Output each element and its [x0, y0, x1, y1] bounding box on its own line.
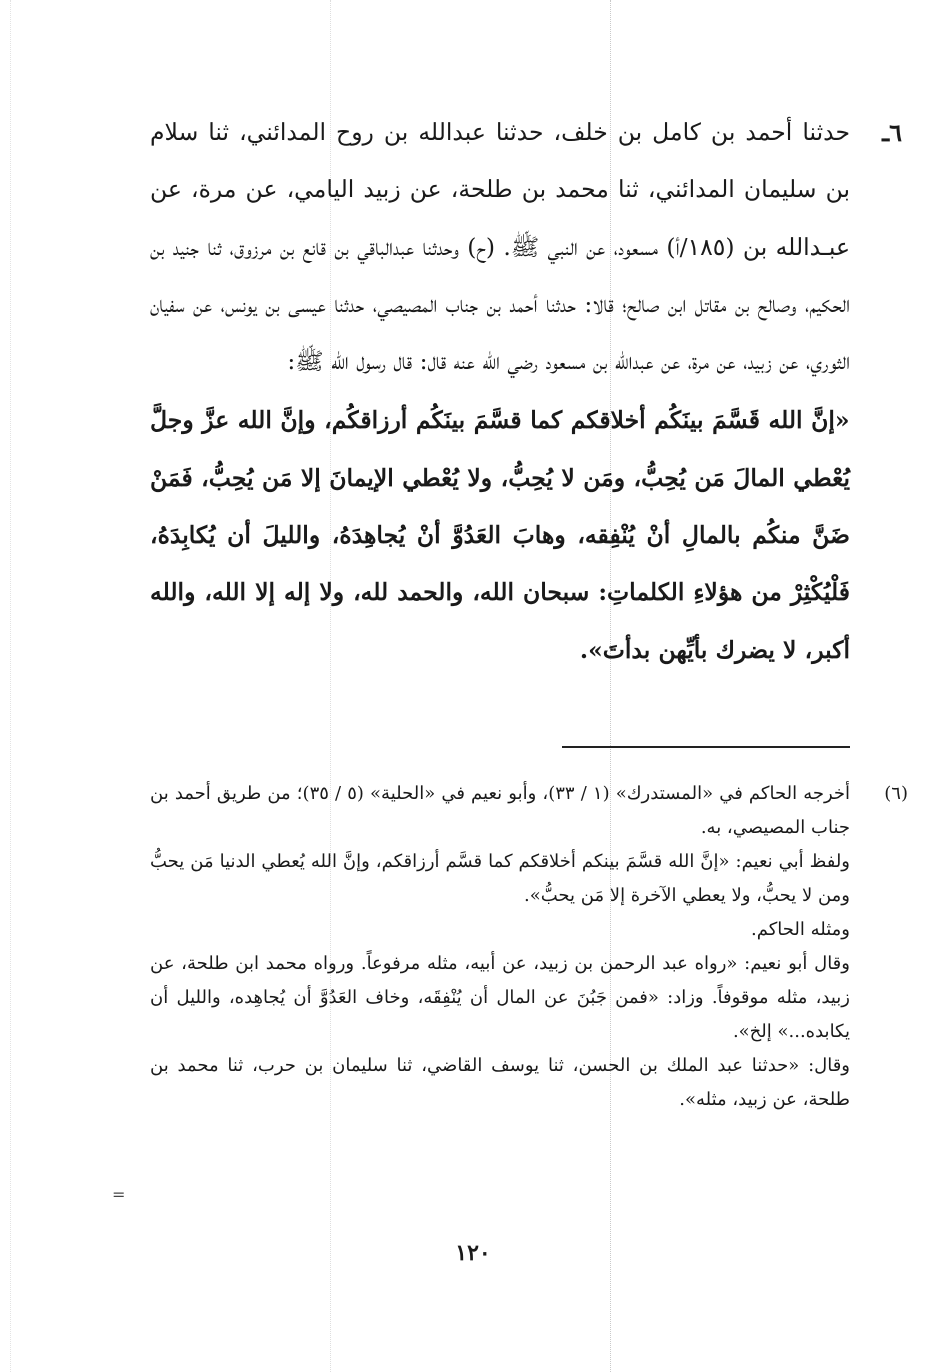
text-line: رضي الله عنه قال: قال رسول الله ﷺ: — [287, 347, 538, 376]
text-line: مرة، عن عبـدالله بن (١٨٥/أ) مسعود، عن النبي ﷺ. (ح) وحدثنا — [150, 175, 850, 261]
text-line: عبدالباقي بن قانع بن مرزوق، ثنا جنيد بن الحكيم، وصالح بن مقاتل — [150, 232, 851, 318]
text-line: ابن طلحة، عن زبيد، مثله موقوفاً. وزاد: «فمن جَبُنَ عن المال أن يُنْفِقَه، وخاف — [150, 953, 851, 1008]
footnote-paragraph — [150, 777, 850, 845]
footnotes-block — [150, 777, 908, 1117]
footnote-divider — [562, 746, 850, 748]
text-line: الدنيا مَن يحبُّ ومن لا يحبُّ، ولا يعطي الآخرة إلا مَن يحبُّ». — [150, 851, 850, 906]
text-line: يُكابِدَهُ، فَلْيُكْثِرْ من هؤلاءِ الكلماتِ: سبحان الله، والحمد لله، ولا إله — [150, 521, 850, 607]
footnote-number: (٦) — [884, 783, 908, 804]
isnad-paragraph — [150, 104, 850, 390]
text-line: يونس، عن سفيان الثوري، عن زبيد، عن مرة، عن عبدالله بن مسعود — [150, 289, 850, 376]
margin-mark: = — [112, 1185, 126, 1204]
text-line: حدثنا أحمد بن كامل بن خلف، حدثنا عبدالله بن روح المدائني، ثنا — [198, 118, 850, 146]
entry-number: ٦ـ — [882, 118, 902, 147]
footnote-paragraph — [150, 1049, 850, 1117]
hadith-matn-paragraph — [150, 392, 850, 678]
footnote-paragraph — [150, 947, 850, 1049]
text-line: ابن صالح؛ قالا: حدثنا أحمد بن جناب المصيصي، حدثنا عيسى بن — [256, 289, 687, 318]
main-text-block — [150, 104, 902, 679]
text-line: وقال: «حدثنا عبد الملك بن الحسن، ثنا يوسف القاضي، ثنا سليمان بن حرب، — [243, 1055, 851, 1076]
footnote-paragraph — [150, 845, 850, 913]
text-line: ومثله الحاكم. — [751, 919, 850, 940]
scan-guide-line — [10, 0, 11, 1372]
text-line: من طريق أحمد بن جناب المصيصي، به. — [150, 783, 850, 838]
text-line: ولفظ أبي نعيم: «إنَّ الله قسَّمَ بينكم أخلاقكم كما قسَّم أرزاقكم، وإنَّ الله يُعطي — [255, 851, 850, 872]
text-line: أخرجه الحاكم في «المستدرك» (١ / ٣٣)، وأبو نعيم في «الحلية» (٥ / ٣٥)؛ — [290, 783, 851, 804]
text-line: سلام بن سليمان المدائني، ثنا محمد بن طلحة، عن زبيد اليامي، عن — [150, 118, 850, 204]
text-line: العَدُوَّ أن يُجاهِده، والليل أن يكابده...» إلخ». — [150, 987, 850, 1042]
footnote-paragraph — [150, 913, 850, 947]
text-line: «إنَّ الله قَسَّمَ بينَكُم أخلاقكم كما قسَّمَ بينَكُم أرزاقكُم، وإنَّ الله عزَّ وجلَّ — [150, 406, 850, 435]
text-line: ثنا محمد بن طلحة، عن زبيد، مثله». — [150, 1055, 850, 1110]
text-line: إلا الله، والله أكبر، لا يضرك بأيِّهن بدأتَ». — [150, 578, 850, 664]
text-line: يُعْطي المالَ مَن يُحِبُّ، ومَن لا يُحِبُّ، ولا يُعْطي الإيمانَ إلا مَن يُحِبُّ، — [192, 463, 850, 492]
text-line: وقال أبو نعيم: «رواه عبد الرحمن بن زبيد، عن أبيه، مثله مرفوعاً. ورواه محمد — [259, 953, 850, 974]
page-number: ١٢٠ — [455, 1240, 491, 1266]
text-line: فَمَنْ ضَنَّ منكُم بالمالِ أنْ يُنْفِقه، وهابَ العَدُوَّ أنْ يُجاهِدَهُ، والليلَ أن — [150, 463, 850, 550]
